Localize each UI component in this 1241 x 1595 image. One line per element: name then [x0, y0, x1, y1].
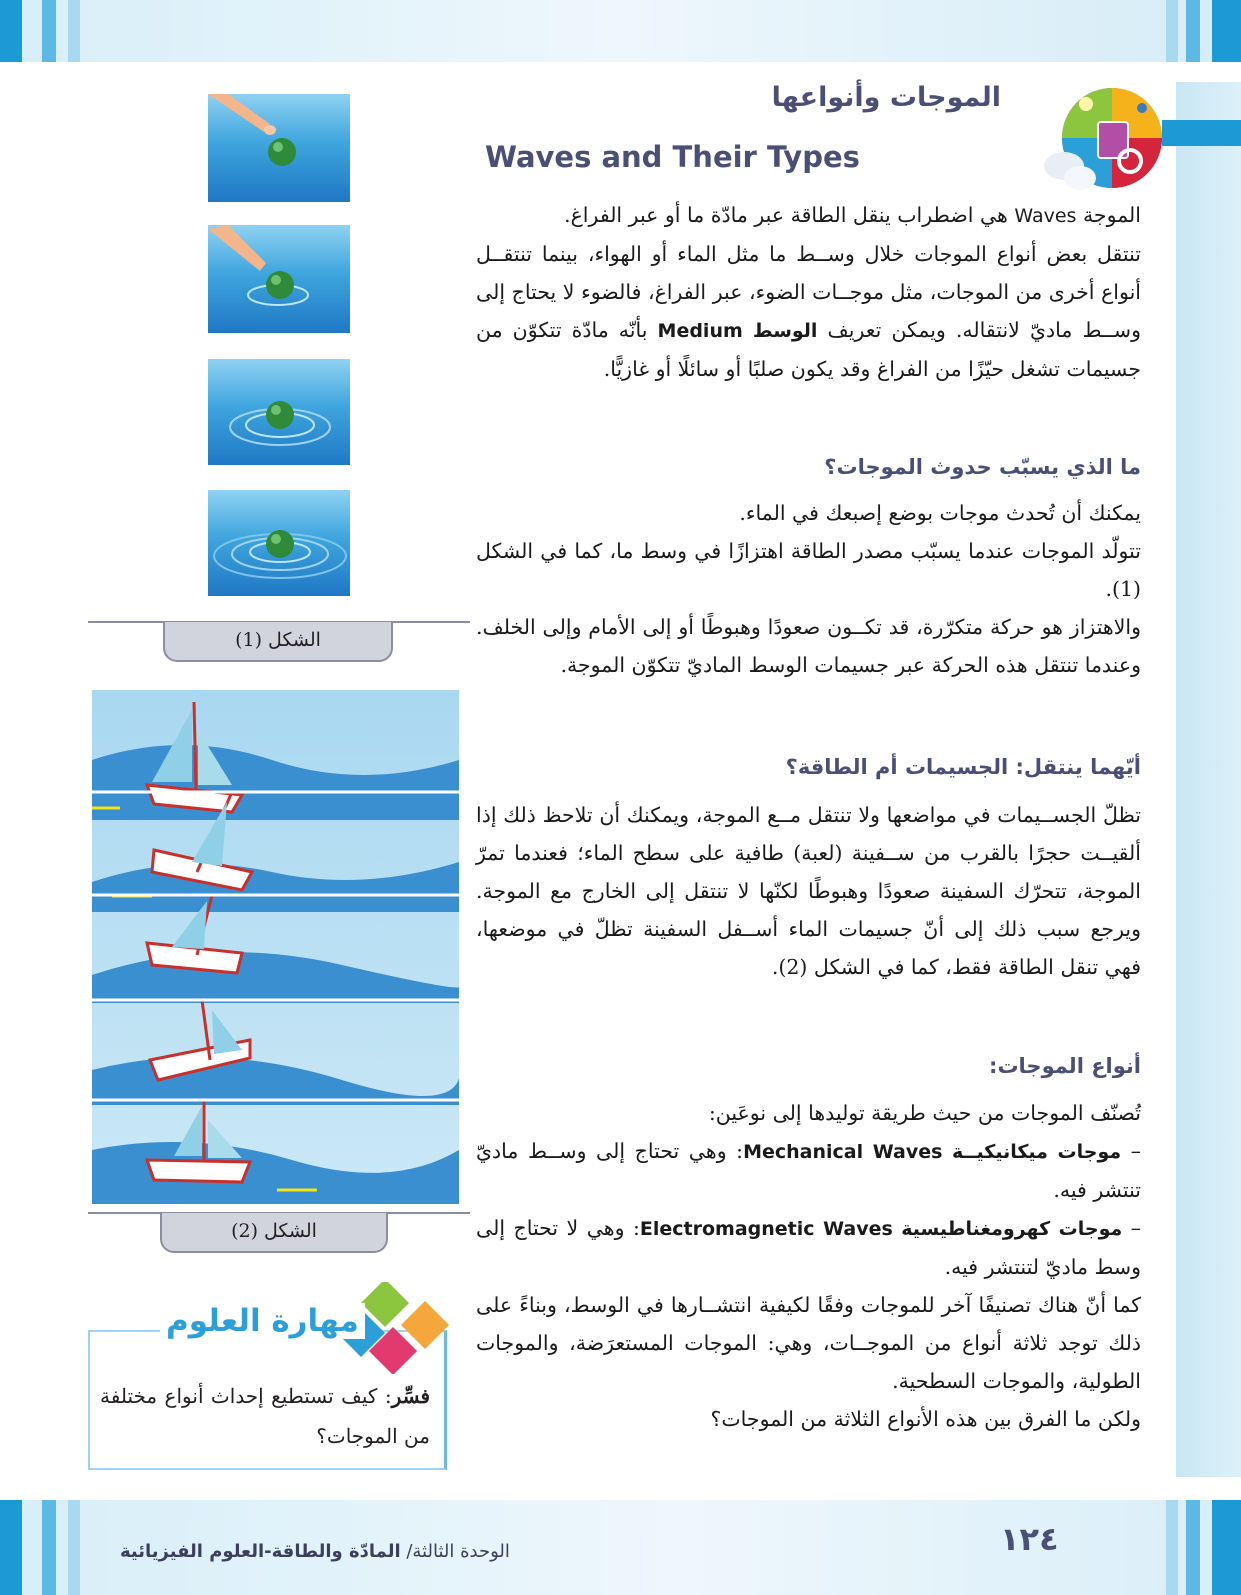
- section3-paragraph-2: كما أنّ هناك تصنيفًا آخر للموجات وفقًا لكيفية انتشــارها في الوسط، وبناءً على ذلك توجد ثلاثة أنواع من الموجــات، وهي: الموجات المستعرَضة، والموجات الطولية، والموجات السطحية.: [476, 1293, 1141, 1393]
- figure1-panel-3: [208, 359, 350, 465]
- finger-ball-illustration: [208, 94, 350, 202]
- term-medium-en: Medium: [657, 320, 743, 342]
- list-item-mechanical: [476, 1132, 1141, 1209]
- finger-ripple-illustration: [208, 225, 350, 333]
- section-heading-wave-types: أنواع الموجات:: [989, 1054, 1141, 1078]
- figure1-panel-4: [208, 490, 350, 596]
- intro-paragraph-1: [476, 196, 1141, 235]
- header-stripe: [1186, 0, 1200, 62]
- section2-text: [476, 796, 1141, 986]
- mechanical-description: : وهي تحتاج إلى وســط ماديّ تنتشر فيه.: [476, 1139, 1141, 1202]
- header-stripe: [1166, 0, 1178, 62]
- term-waves: Waves: [1014, 205, 1077, 227]
- footer-subject: المادّة والطاقة-العلوم الفيزيائية: [120, 1541, 401, 1562]
- skill-text: : كيف تستطيع إحداث أنواع مختلفة من الموجات؟: [100, 1384, 430, 1448]
- footer-stripe: [1186, 1500, 1200, 1595]
- figure1-panel-1: [208, 94, 350, 202]
- term-medium-ar: الوسط: [752, 320, 818, 342]
- header-stripe: [0, 0, 22, 62]
- header-stripe: [68, 0, 80, 62]
- term-mechanical-en: Mechanical Waves: [743, 1141, 943, 1163]
- section1-paragraph-1: يمكنك أن تُحدث موجات بوضع إصبعك في الماء.: [739, 501, 1141, 525]
- title-english: Waves and Their Types: [485, 140, 860, 174]
- header-stripe: [42, 0, 56, 62]
- section-heading-causes: ما الذي يسبّب حدوث الموجات؟: [824, 455, 1141, 479]
- boat-panel-1: [92, 702, 459, 820]
- list-item-electromagnetic: [476, 1209, 1141, 1286]
- list-dash: –: [1121, 1139, 1141, 1163]
- boat-panel-4: [92, 1000, 459, 1105]
- right-margin-tab: [1162, 120, 1241, 146]
- intro-paragraph-2: [476, 235, 1141, 388]
- footer-stripe: [42, 1500, 56, 1595]
- page-number: ١٢٤: [1000, 1520, 1059, 1558]
- footer-unit: الوحدة الثالثة/: [400, 1541, 510, 1562]
- wide-ripples-illustration: [208, 490, 350, 596]
- section3-text: [476, 1094, 1141, 1438]
- right-margin-rail: [1176, 82, 1241, 1477]
- section1-paragraph-3: والاهتزاز هو حركة متكرّرة، قد تكــون صعودًا وهبوطًا أو إلى الأمام وإلى الخلف. وعندما تنتقل هذه الحركة عبر جسيمات الوسط الماديّ تتكوّن الموجة.: [476, 615, 1141, 677]
- section3-paragraph-3: ولكن ما الفرق بين هذه الأنواع الثلاثة من الموجات؟: [710, 1407, 1141, 1431]
- section1-paragraph-2: تتولّد الموجات عندما يسبّب مصدر الطاقة اهتزازًا في وسط ما، كما في الشكل (1).: [476, 539, 1141, 601]
- figure1-caption: الشكل (1): [163, 622, 393, 662]
- electromagnetic-description: : وهي لا تحتاج إلى وسط ماديّ لتنتشر فيه.: [476, 1216, 1141, 1279]
- footer-stripe: [1212, 1500, 1241, 1595]
- intro-text: [476, 196, 1141, 388]
- intro-p1-end: هي اضطراب ينقل الطاقة عبر مادّة ما أو عبر الفراغ.: [564, 203, 1015, 227]
- skill-label: فسِّر: [391, 1384, 430, 1408]
- footer-stripe: [0, 1500, 22, 1595]
- term-mechanical-ar: موجات ميكانيكيــة: [952, 1141, 1122, 1163]
- intro-p2-end: بأنّه مادّة تتكوّن من جسيمات تشغل حيّزًا من الفراغ وقد يكون صلبًا أو سائلًا أو غازيًّا.: [476, 318, 1141, 381]
- title-arabic: الموجات وأنواعها: [771, 82, 1001, 113]
- header-stripe: [1212, 0, 1241, 62]
- section-heading-particles-energy: أيّهما ينتقل: الجسيمات أم الطاقة؟: [785, 755, 1141, 779]
- section3-paragraph-1: تُصنّف الموجات من حيث طريقة توليدها إلى نوعَين:: [708, 1101, 1141, 1125]
- ripples-illustration: [208, 359, 350, 465]
- figure2-boats: [92, 690, 459, 1204]
- science-skill-question: [100, 1376, 430, 1456]
- list-dash: –: [1122, 1216, 1141, 1240]
- section2-paragraph-1: تظلّ الجســيمات في مواضعها ولا تنتقل مــع الموجة، ويمكنك أن تلاحظ ذلك إذا ألقيــت حجرًا بالقرب من ســفينة (لعبة) طافية على سطح الماء؛ فعندما تمرّ الموجة، تتحرّك السفينة صعودًا وهبوطًا لكنّها لا تنتقل إلى الخارج مع الموجة. ويرجع سبب ذلك إلى أنّ جسيمات الماء أســفل السفينة تظلّ في موضعها، فهي تنقل الطاقة فقط، كما في الشكل (2).: [476, 803, 1141, 979]
- term-electromagnetic-en: Electromagnetic Waves: [639, 1218, 893, 1240]
- intro-p1-start: الموجة: [1076, 203, 1141, 227]
- footer-unit-title: [120, 1541, 510, 1562]
- term-electromagnetic-ar: موجات كهرومغناطيسية: [901, 1218, 1123, 1240]
- section1-text: [476, 494, 1141, 684]
- sailboat-sequence-illustration: [92, 690, 459, 1204]
- figure1-panel-2: [208, 225, 350, 333]
- footer-stripe: [1166, 1500, 1178, 1595]
- header-band: [0, 0, 1241, 62]
- footer-stripe: [68, 1500, 80, 1595]
- figure2-caption: الشكل (2): [160, 1213, 388, 1253]
- lesson-wheel-icon: [1042, 86, 1162, 198]
- boat-panel-5: [92, 1100, 459, 1204]
- science-skill-title: مهارة العلوم: [160, 1303, 365, 1339]
- intro-p2-start: تنتقل بعض أنواع الموجات خلال وســط ما مثل الماء أو الهواء، بينما تنتقــل أنواع أخرى من الموجات، مثل موجــات الضوء، عبر الفراغ، فالضوء لا يحتاج إلى وســط ماديّ لانتقاله. ويمكن تعريف: [476, 242, 1141, 342]
